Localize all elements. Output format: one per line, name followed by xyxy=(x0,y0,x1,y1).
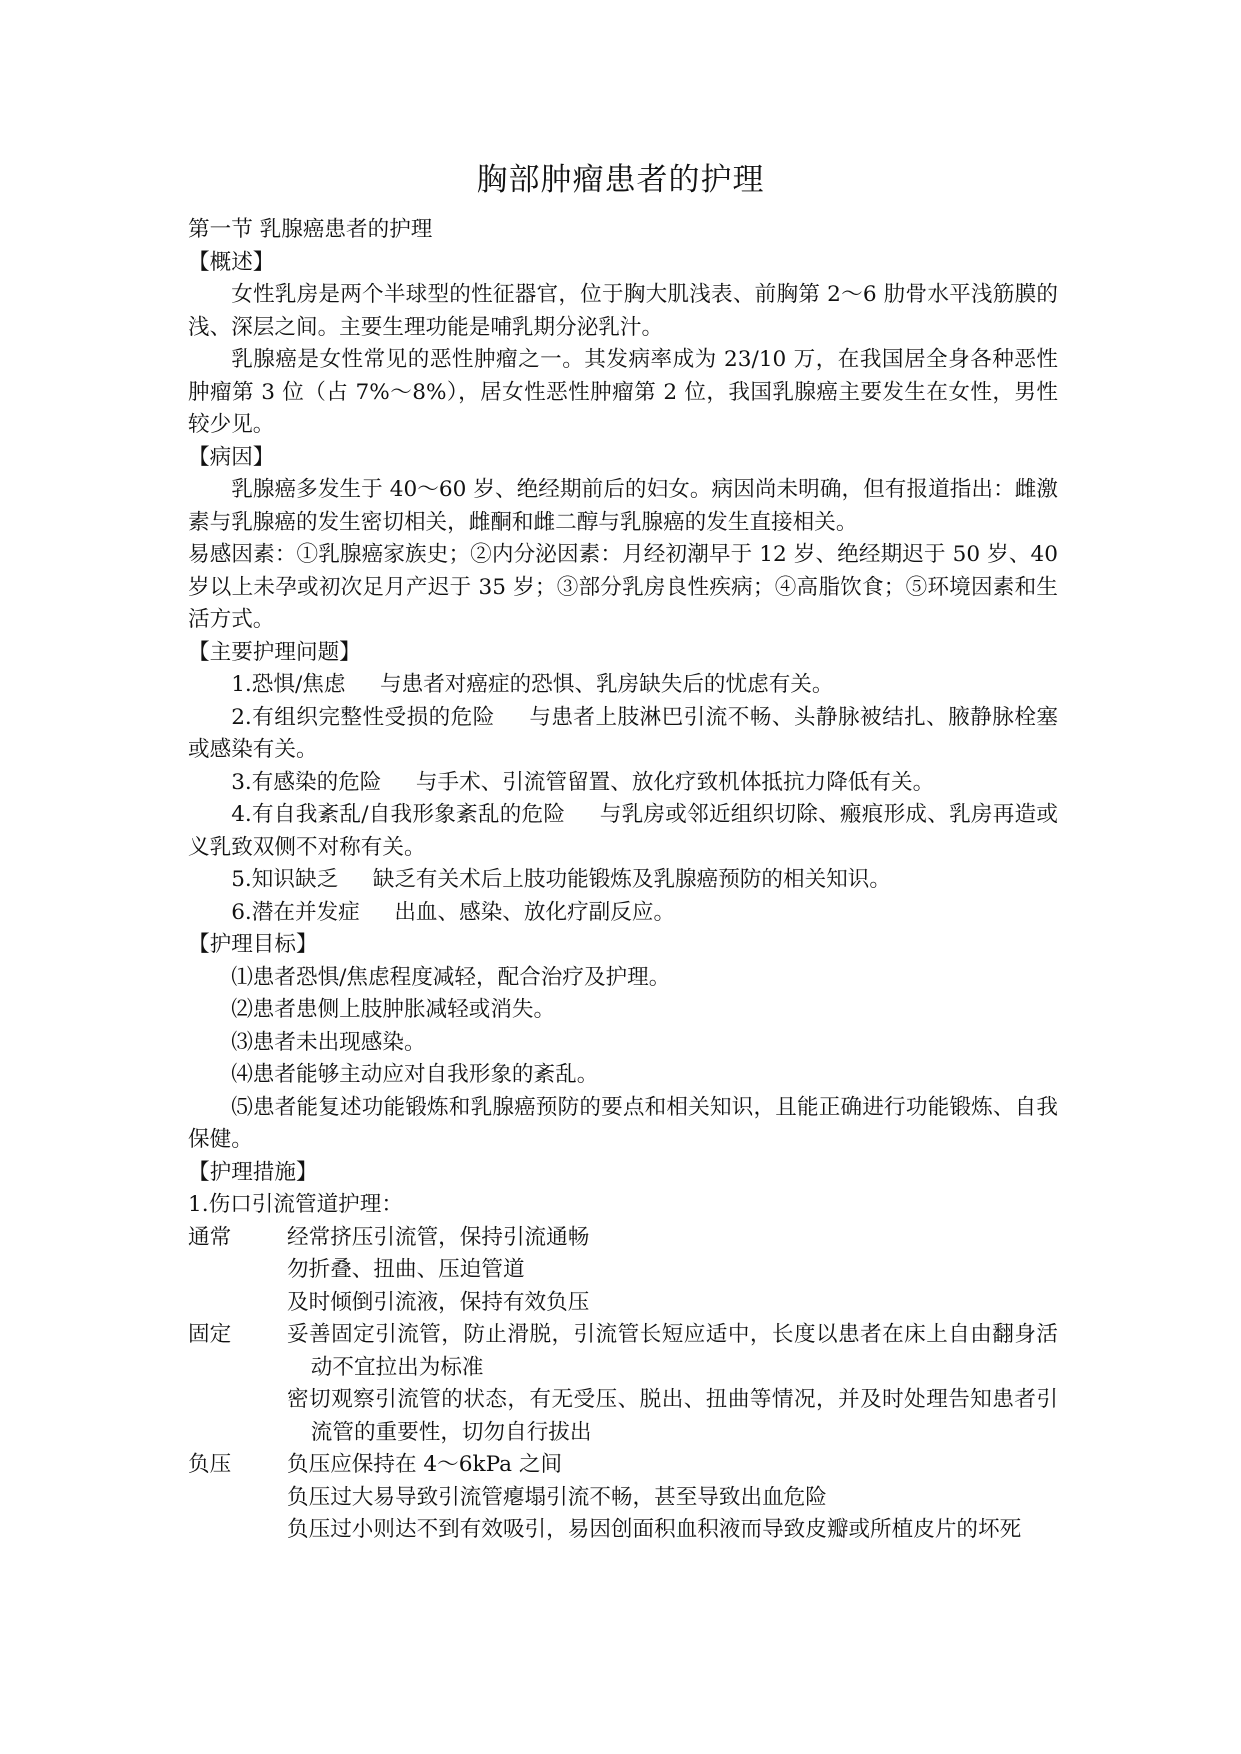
overview-paragraph-2: 乳腺癌是女性常见的恶性肿瘤之一。其发病率成为 23/10 万，在我国居全身各种恶性肿瘤第 3 位（占 7%～8%），居女性恶性肿瘤第 2 位，我国乳腺癌主要发生在女性，男性较少见。 xyxy=(188,347,1058,437)
measure-item: 负压应保持在 4～6kPa 之间 xyxy=(287,1452,563,1477)
goal-item: ⑴患者恐惧/焦虑程度减轻，配合治疗及护理。 xyxy=(231,964,671,990)
document-title: 胸部肿瘤患者的护理 xyxy=(476,162,765,198)
etiology-heading: 【病因】 xyxy=(188,444,275,470)
problem-item: 3.有感染的危险 与手术、引流管留置、放化疗致机体抵抗力降低有关。 xyxy=(231,769,935,795)
problem-item: 5.知识缺乏 缺乏有关术后上肢功能锻炼及乳腺癌预防的相关知识。 xyxy=(231,867,891,892)
measure-group-fixation xyxy=(188,1319,1058,1449)
measure-item: 妥善固定引流管，防止滑脱，引流管长短应适中，长度以患者在床上自由翻身活动不宜拉出为标准 xyxy=(287,1322,1058,1380)
problems-heading: 【主要护理问题】 xyxy=(188,639,361,665)
measure-group-label: 固定 xyxy=(188,1322,232,1347)
goals-heading: 【护理目标】 xyxy=(188,932,318,957)
etiology-paragraph-2: 易感因素：①乳腺癌家族史；②内分泌因素：月经初潮早于 12 岁、绝经期迟于 50 岁、40 岁以上未孕或初次足月产迟于 35 岁；③部分乳房良性疾病；④高脂饮食；⑤环境因素和生活方式。 xyxy=(188,542,1058,632)
measure-item: 密切观察引流管的状态，有无受压、脱出、扭曲等情况，并及时处理告知患者引流管的重要性，切勿自行拔出 xyxy=(287,1387,1058,1445)
measures-heading: 【护理措施】 xyxy=(188,1159,318,1185)
measure-item: 负压过大易导致引流管瘪塌引流不畅，甚至导致出血危险 xyxy=(287,1484,827,1510)
section-title: 第一节 乳腺癌患者的护理 xyxy=(188,217,433,242)
overview-paragraph-1: 女性乳房是两个半球型的性征器官，位于胸大肌浅表、前胸第 2～6 肋骨水平浅筋膜的浅、深层之间。主要生理功能是哺乳期分泌乳汁。 xyxy=(188,282,1058,340)
measures-subheading: 1.伤口引流管道护理： xyxy=(188,1192,403,1217)
measure-item: 勿折叠、扭曲、压迫管道 xyxy=(287,1257,525,1282)
measure-item: 负压过小则达不到有效吸引，易因创面积血积液而导致皮瓣或所植皮片的坏死 xyxy=(287,1517,1022,1542)
problem-item: 4.有自我紊乱/自我形象紊乱的危险 与乳房或邻近组织切除、瘢痕形成、乳房再造或义乳致双侧不对称有关。 xyxy=(188,802,1058,860)
goal-item: ⑶患者未出现感染。 xyxy=(231,1029,426,1055)
problem-item: 1.恐惧/焦虑 与患者对癌症的恐惧、乳房缺失后的忧虑有关。 xyxy=(231,672,834,697)
measure-group-negative-pressure xyxy=(188,1449,1058,1547)
problem-item: 2.有组织完整性受损的危险 与患者上肢淋巴引流不畅、头静脉被结扎、腋静脉栓塞或感染有关。 xyxy=(188,704,1058,762)
measure-group-label: 通常 xyxy=(188,1224,232,1250)
goal-item: ⑵患者患侧上肢肿胀减轻或消失。 xyxy=(231,997,556,1022)
etiology-paragraph-1: 乳腺癌多发生于 40～60 岁、绝经期前后的妇女。病因尚未明确，但有报道指出：雌激素与乳腺癌的发生密切相关，雌酮和雌二醇与乳腺癌的发生直接相关。 xyxy=(188,477,1058,535)
overview-heading: 【概述】 xyxy=(188,249,275,275)
goal-item: ⑷患者能够主动应对自我形象的紊乱。 xyxy=(231,1062,599,1087)
goal-item: ⑸患者能复述功能锻炼和乳腺癌预防的要点和相关知识，且能正确进行功能锻炼、自我保健。 xyxy=(188,1094,1058,1152)
measure-item: 及时倾倒引流液，保持有效负压 xyxy=(287,1289,590,1315)
problem-item: 6.潜在并发症 出血、感染、放化疗副反应。 xyxy=(231,899,676,925)
measure-item: 经常挤压引流管，保持引流通畅 xyxy=(287,1224,590,1250)
measure-group-label: 负压 xyxy=(188,1452,232,1477)
measure-group-routine xyxy=(188,1222,1058,1320)
document-body xyxy=(188,214,1058,1547)
